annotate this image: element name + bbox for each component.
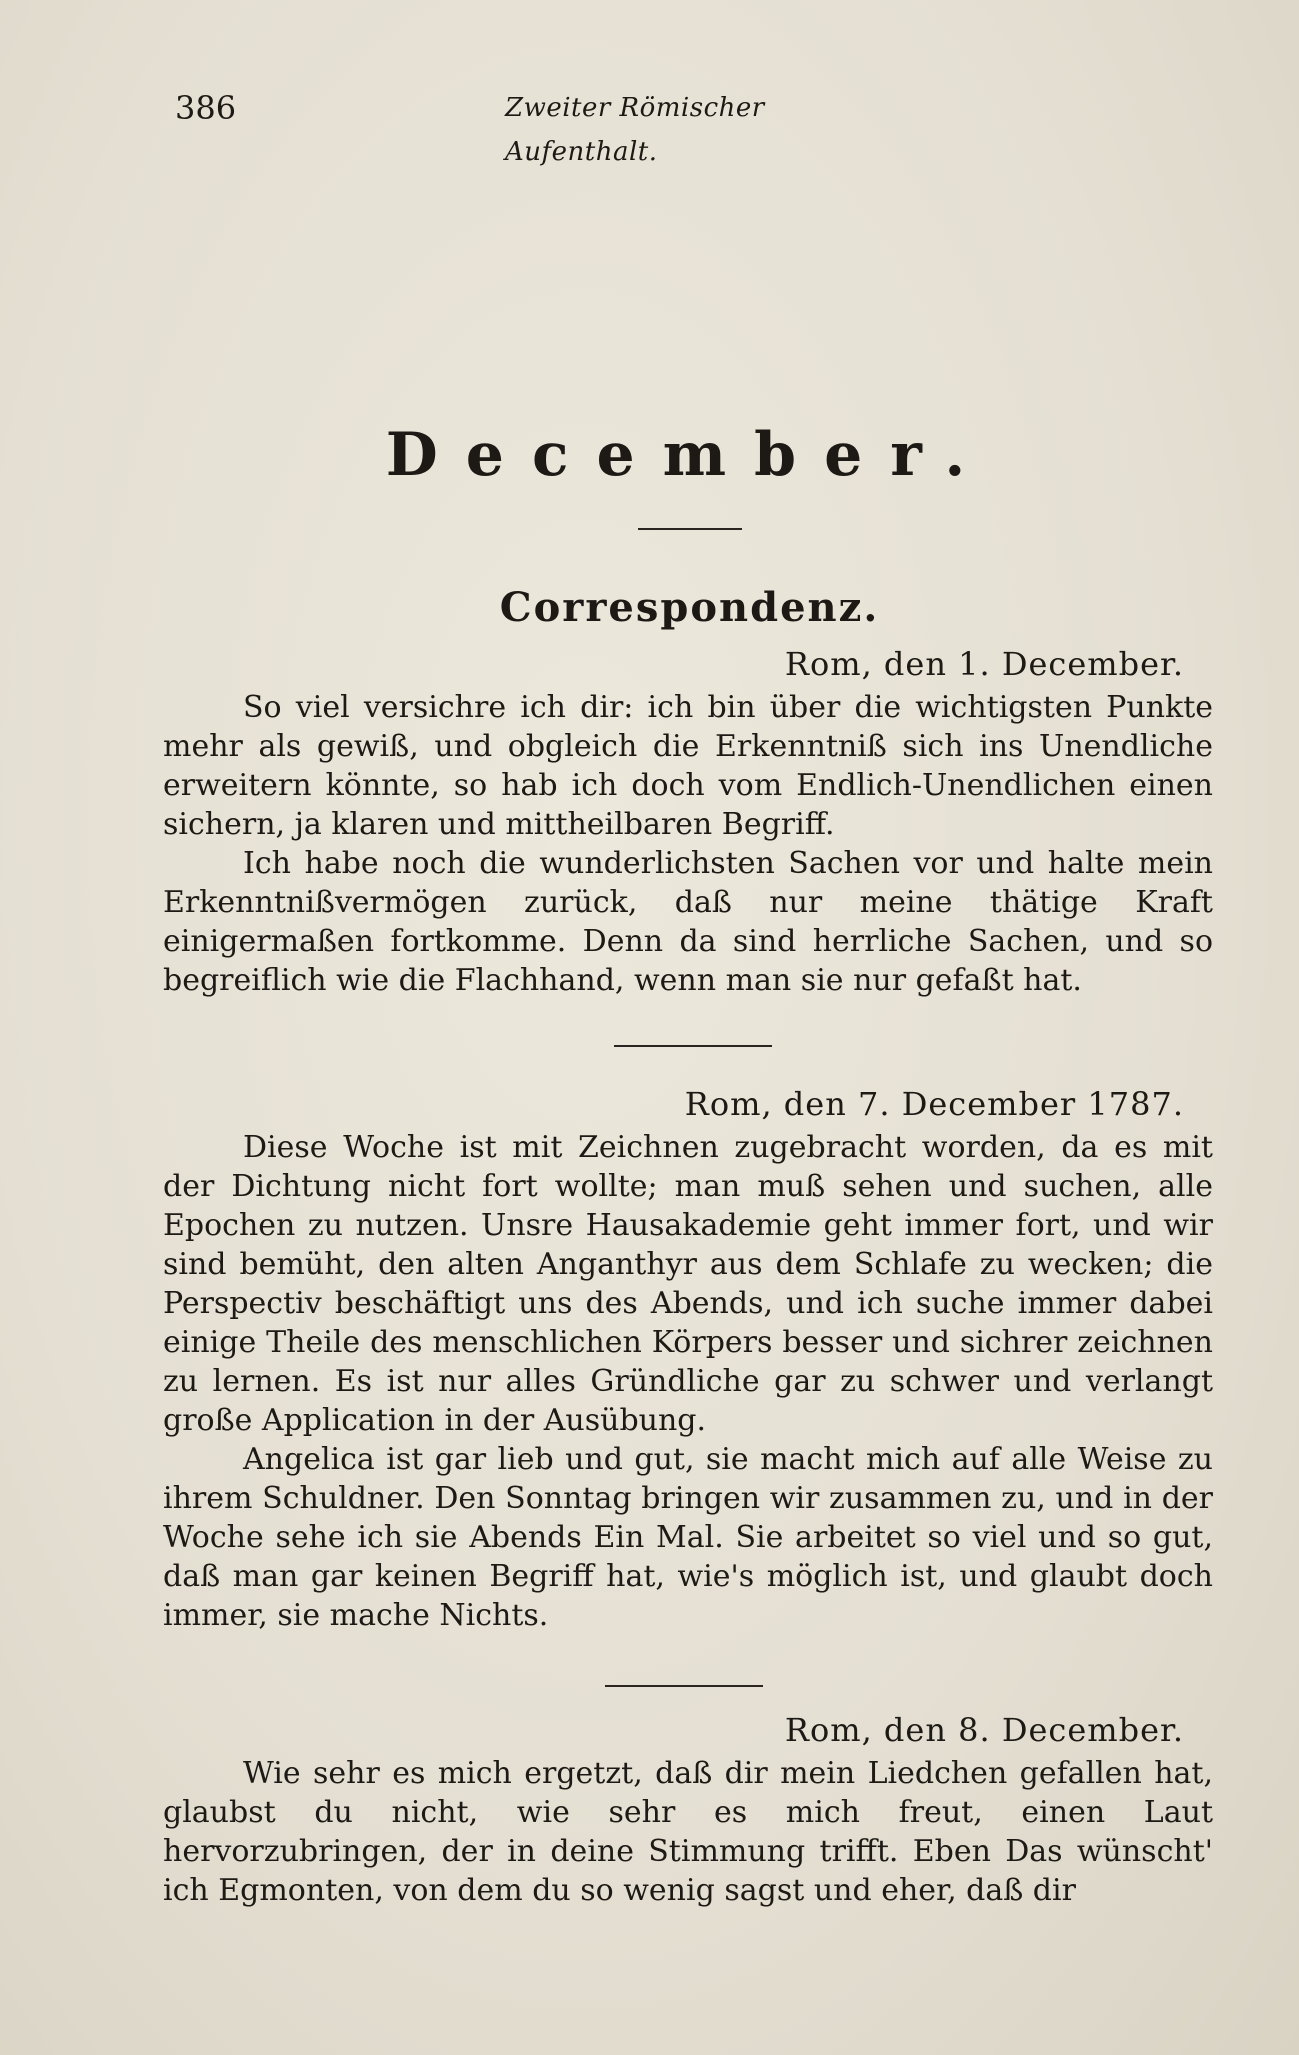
page-number: 386 <box>175 89 237 127</box>
section-title: Correspondenz. <box>499 584 880 631</box>
month-title: December. <box>385 420 994 490</box>
running-head <box>175 86 895 167</box>
letter-text <box>163 1754 1213 1910</box>
dateline: Rom, den 1. December. <box>784 645 1184 683</box>
running-head-title: Zweiter Römischer Aufenthalt. <box>505 93 765 167</box>
paragraph: Ich habe noch die wunderlichsten Sachen vor und halte mein Erkenntnißvermögen zurück, daß nur meine thätige Kraft einigermaßen fortkomme. Denn da sind herrliche Sachen, und so begreiflich wie die Flachhand, wenn man sie nur gefaßt hat. <box>163 846 1213 998</box>
paragraph: Angelica ist gar lieb und gut, sie macht mich auf alle Weise zu ihrem Schuldner. Den Sonntag bringen wir zusammen zu, und in der Woche sehe ich sie Abends Ein Mal. Sie arbeitet so viel und so gut, daß man gar keinen Begriff hat, wie's möglich ist, und glaubt doch immer, sie mache Nichts. <box>163 1442 1213 1633</box>
divider-rule <box>614 1045 772 1047</box>
letter-text <box>163 688 1213 1000</box>
dateline: Rom, den 8. December. <box>784 1711 1184 1749</box>
dateline: Rom, den 7. December 1787. <box>684 1085 1184 1123</box>
divider-rule <box>605 1685 763 1687</box>
paragraph: So viel versichre ich dir: ich bin über die wichtigsten Punkte mehr als gewiß, und obgleich die Erkenntniß sich ins Unendliche erweitern könnte, so hab ich doch vom Endlich-Unendlichen einen sichern, ja klaren und mittheilbaren Begriff. <box>163 690 1213 842</box>
paragraph: Wie sehr es mich ergetzt, daß dir mein Liedchen gefallen hat, glaubst du nicht, wie sehr es mich freut, einen Laut hervorzubringen, der in deine Stimmung trifft. Eben Das wünscht' ich Egmonten, von dem du so wenig sagst und eher, daß dir <box>163 1756 1213 1908</box>
divider-rule <box>638 528 742 530</box>
letter-text <box>163 1128 1213 1635</box>
paragraph: Diese Woche ist mit Zeichnen zugebracht worden, da es mit der Dichtung nicht fort wollte; man muß sehen und suchen, alle Epochen zu nutzen. Unsre Hausakademie geht immer fort, und wir sind bemüht, den alten Anganthyr aus dem Schlafe zu wecken; die Perspectiv beschäftigt uns des Abends, und ich suche immer dabei einige Theile des menschlichen Körpers besser und sichrer zeichnen zu lernen. Es ist nur alles Gründliche gar zu schwer und verlangt große Application in der Ausübung. <box>163 1130 1213 1438</box>
